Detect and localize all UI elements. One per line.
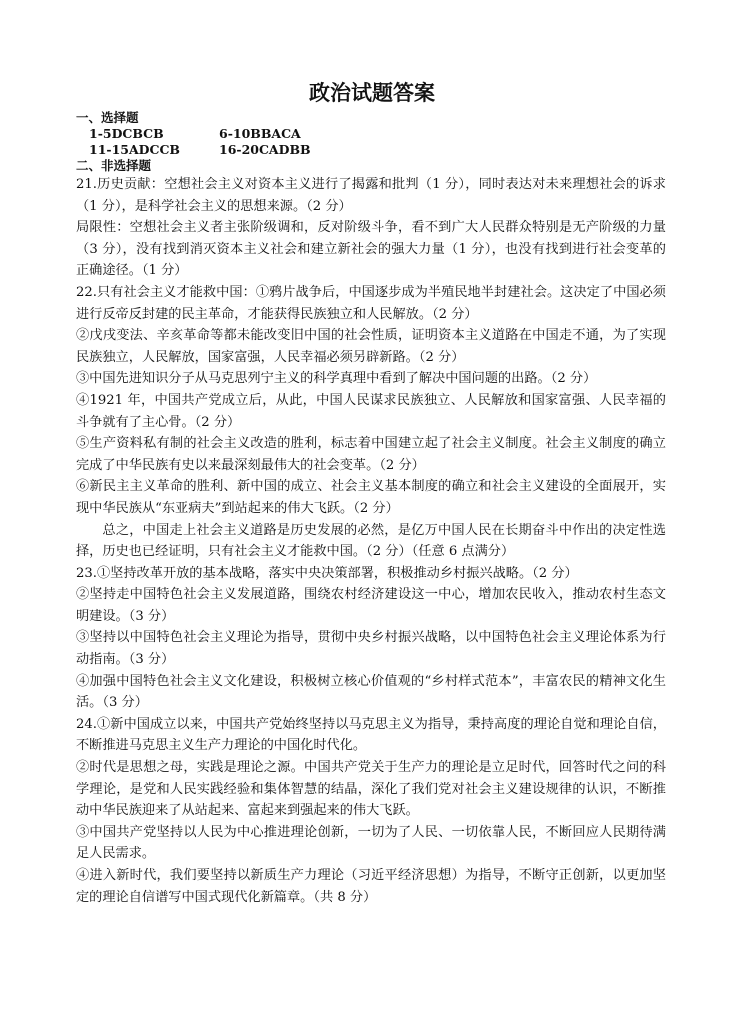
choice-answers-11-15: 11-15ADCCB <box>89 142 180 157</box>
page-title: 政治试题答案 <box>309 80 435 105</box>
choice-answers-6-10: 6-10BBACA <box>219 126 301 141</box>
answer-paragraph: 21.历史贡献：空想社会主义对资本主义进行了揭露和批判（1 分），同时表达对未来理想社会的诉求（1 分），是科学社会主义的思想来源。（2 分） <box>76 177 666 214</box>
answer-paragraph: ④加强中国特色社会主义文化建设，积极树立核心价值观的“乡村样式范本”，丰富农民的精神文化生活。（3 分） <box>76 673 666 711</box>
answer-paragraph: ⑤生产资料私有制的社会主义改造的胜利，标志着中国建立起了社会主义制度。社会主义制度的确立完成了中华民族有史以来最深刻最伟大的社会变革。（2 分） <box>76 436 666 473</box>
answer-paragraph: ②戊戌变法、辛亥革命等都未能改变旧中国的社会性质，证明资本主义道路在中国走不通，为了实现民族独立，人民解放，国家富强，人民幸福必须另辟新路。（2 分） <box>76 328 666 365</box>
choice-answers-row <box>76 142 666 158</box>
choice-answers-row <box>76 126 666 142</box>
answer-paragraph: ③中国先进知识分子从马克思列宁主义的科学真理中看到了解决中国问题的出路。（2 分） <box>76 371 597 387</box>
answer-paragraph: 23.①坚持改革开放的基本战略，落实中央决策部署，积极推动乡村振兴战略。（2 分） <box>76 565 578 581</box>
answer-paragraph: ④进入新时代，我们要坚持以新质生产力理论（习近平经济思想）为指导，不断守正创新，以更加坚定的理论自信谱写中国式现代化新篇章。（共 8 分） <box>76 868 666 905</box>
non-choice-answers <box>76 174 666 908</box>
answer-paragraph: 22.只有社会主义才能救中国：①鸦片战争后，中国逐步成为半殖民地半封建社会。这决定了中国必须进行反帝反封建的民主革命，才能获得民族独立和人民解放。（2 分） <box>76 284 666 322</box>
choice-answers-1-5: 1-5DCBCB <box>89 126 164 141</box>
answer-paragraph: ④1921 年，中国共产党成立后，从此，中国人民谋求民族独立、人民解放和国家富强、人民幸福的斗争就有了主心骨。（2 分） <box>76 392 666 430</box>
choice-answers-16-20: 16-20CADBB <box>219 142 311 157</box>
answer-paragraph: ②坚持走中国特色社会主义发展道路，围绕农村经济建设这一中心，增加农民收入，推动农村生态文明建设。（3 分） <box>76 587 666 624</box>
answer-paragraph: ③中国共产党坚持以人民为中心推进理论创新，一切为了人民、一切依靠人民，不断回应人民期待满足人民需求。 <box>76 824 666 862</box>
answer-paragraph: ③坚持以中国特色社会主义理论为指导，贯彻中央乡村振兴战略，以中国特色社会主义理论体系为行动指南。（3 分） <box>76 630 666 668</box>
answer-paragraph: ⑥新民主主义革命的胜利、新中国的成立、社会主义基本制度的确立和社会主义建设的全面展开，实现中华民族从“东亚病夫”到站起来的伟大飞跃。（2 分） <box>76 479 666 516</box>
section-heading-choice: 一、选择题 <box>76 110 139 125</box>
answer-paragraph: 局限性：空想社会主义者主张阶级调和，反对阶级斗争，看不到广大人民群众特别是无产阶级的力量（3 分），没有找到消灭资本主义社会和建立新社会的强大力量（1 分），也没有找到进行社会变革的正确途径。（1 分） <box>76 220 666 279</box>
answer-summary-paragraph: 总之，中国走上社会主义道路是历史发展的必然，是亿万中国人民在长期奋斗中作出的决定性选择，历史也已经证明，只有社会主义才能救中国。（2 分）（任意 6 点满分） <box>76 522 666 560</box>
answer-paragraph: 24.①新中国成立以来，中国共产党始终坚持以马克思主义为指导，秉持高度的理论自觉和理论自信，不断推进马克思主义生产力理论的中国化时代化。 <box>76 716 666 754</box>
answer-sheet <box>76 78 666 908</box>
answer-paragraph: ②时代是思想之母，实践是理论之源。中国共产党关于生产力的理论是立足时代，回答时代之问的科学理论，是党和人民实践经验和集体智慧的结晶，深化了我们党对社会主义建设规律的认识，不断推动中华民族迎来了从站起来、富起来到强起来的伟大飞跃。 <box>76 760 666 819</box>
section-heading-non-choice: 二、非选择题 <box>76 158 152 173</box>
